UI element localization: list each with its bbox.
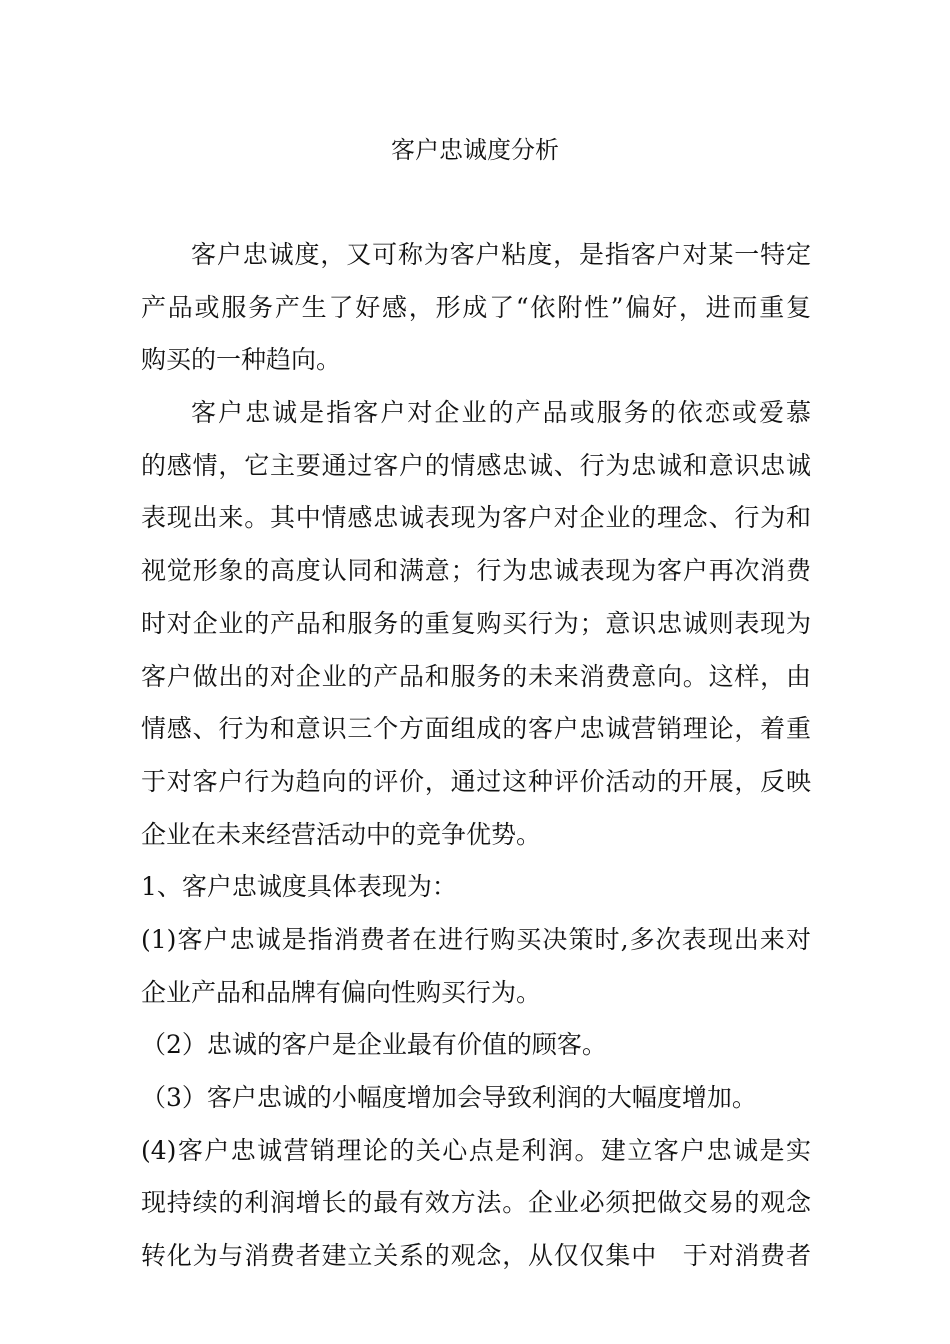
- text-line: 的感情，它主要通过客户的情感忠诚、行为忠诚和意识忠诚: [141, 450, 811, 480]
- text-line: 转化为与消费者建立关系的观念，从仅仅集中 于对消费者: [141, 1241, 811, 1271]
- text-line: 客户忠诚是指客户对企业的产品或服务的依恋或爱慕: [191, 398, 811, 428]
- text-line: 购买的一种趋向。: [141, 345, 342, 375]
- text-line: 企业产品和品牌有偏向性购买行为。: [141, 977, 542, 1007]
- text-line: 客户做出的对企业的产品和服务的未来消费意向。这样，由: [141, 661, 811, 691]
- text-line: 现持续的利润增长的最有效方法。企业必须把做交易的观念: [141, 1188, 811, 1218]
- section-heading: 1、客户忠诚度具体表现为：: [141, 872, 457, 902]
- text-line: 表现出来。其中情感忠诚表现为客户对企业的理念、行为和: [141, 503, 811, 533]
- text-line: 产品或服务产生了好感，形成了“依附性”偏好，进而重复: [141, 292, 811, 322]
- document-body: [141, 229, 811, 1283]
- text-line: 时对企业的产品和服务的重复购买行为；意识忠诚则表现为: [141, 608, 811, 638]
- text-line: (4)客户忠诚营销理论的关心点是利润。建立客户忠诚是实: [141, 1135, 811, 1165]
- page-title: 客户忠诚度分析: [391, 136, 559, 164]
- text-line: 客户忠诚度，又可称为客户粘度，是指客户对某一特定: [191, 240, 811, 269]
- text-line: （3）客户忠诚的小幅度增加会导致利润的大幅度增加。: [141, 1083, 757, 1112]
- text-line: 视觉形象的高度认同和满意；行为忠诚表现为客户再次消费: [141, 556, 811, 586]
- text-line: 情感、行为和意识三个方面组成的客户忠诚营销理论，着重: [141, 714, 811, 744]
- text-line: （2）忠诚的客户是企业最有价值的顾客。: [141, 1030, 607, 1060]
- text-line: (1)客户忠诚是指消费者在进行购买决策时,多次表现出来对: [141, 924, 811, 954]
- text-line: 企业在未来经营活动中的竞争优势。: [141, 819, 542, 849]
- text-line: 于对客户行为趋向的评价，通过这种评价活动的开展，反映: [141, 766, 811, 796]
